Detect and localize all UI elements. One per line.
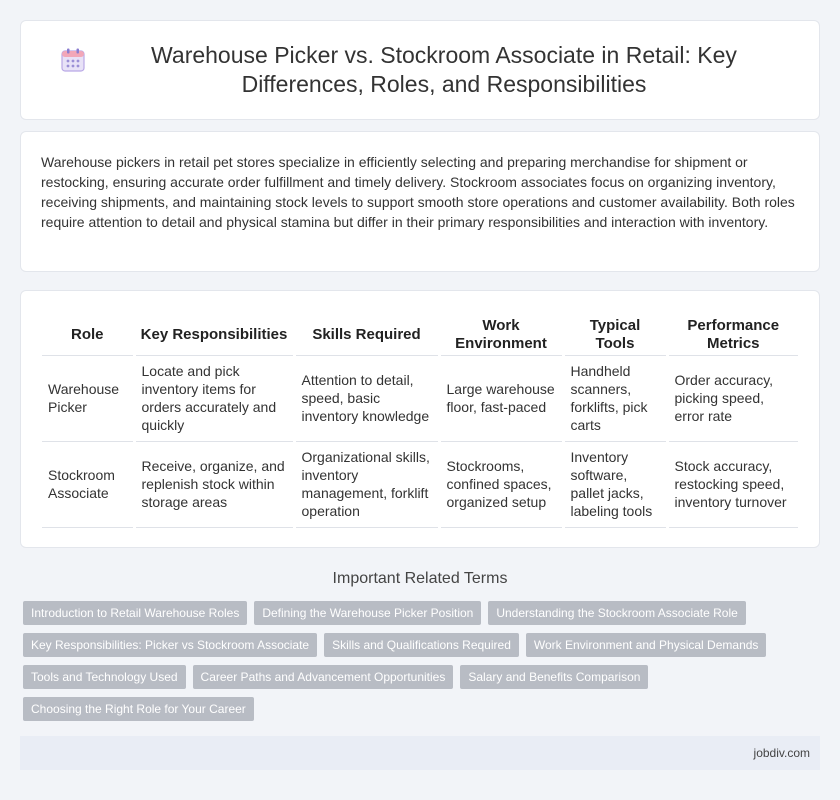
table-cell: Stockrooms, confined spaces, organized setup: [439, 441, 563, 527]
table-row: [42, 355, 798, 441]
table-cell: Handheld scanners, forklifts, pick carts: [563, 355, 667, 441]
header-key-responsibilities: Key Responsibilities: [134, 315, 294, 355]
title-wrap: [60, 41, 780, 99]
footer-site-link[interactable]: jobdiv.com: [753, 746, 810, 760]
page-title: Warehouse Picker vs. Stockroom Associate in Retail: Key Differences, Roles, and Responsibilities: [151, 42, 737, 97]
related-terms-heading: Important Related Terms: [332, 570, 508, 587]
related-term-tag[interactable]: Work Environment and Physical Demands: [526, 633, 767, 657]
header-role: Role: [42, 315, 134, 355]
table-cell: Warehouse Picker: [42, 355, 134, 441]
related-term-tag[interactable]: Key Responsibilities: Picker vs Stockroom Associate: [23, 633, 317, 657]
header-work-environment: Work Environment: [439, 315, 563, 355]
comparison-table: [42, 315, 798, 528]
table-cell: Receive, organize, and replenish stock within storage areas: [134, 441, 294, 527]
table-row: [42, 441, 798, 527]
related-term-tag[interactable]: Introduction to Retail Warehouse Roles: [23, 601, 247, 625]
table-cell: Large warehouse floor, fast-paced: [439, 355, 563, 441]
table-cell: Stockroom Associate: [42, 441, 134, 527]
related-terms-list: [23, 601, 823, 729]
summary-card: [20, 131, 820, 272]
table-cell: Organizational skills, inventory management, forklift operation: [294, 441, 439, 527]
related-term-tag[interactable]: Salary and Benefits Comparison: [460, 665, 648, 689]
footer: [20, 736, 820, 770]
table-cell: Stock accuracy, restocking speed, inventory turnover: [667, 441, 798, 527]
table-cell: Attention to detail, speed, basic inventory knowledge: [294, 355, 439, 441]
calendar-icon: [60, 47, 86, 73]
related-term-tag[interactable]: Skills and Qualifications Required: [324, 633, 519, 657]
related-term-tag[interactable]: Career Paths and Advancement Opportunities: [193, 665, 454, 689]
title-card: [20, 20, 820, 120]
header-typical-tools: Typical Tools: [563, 315, 667, 355]
related-term-tag[interactable]: Defining the Warehouse Picker Position: [254, 601, 481, 625]
related-term-tag[interactable]: Tools and Technology Used: [23, 665, 186, 689]
related-term-tag[interactable]: Understanding the Stockroom Associate Role: [488, 601, 745, 625]
table-cell: Locate and pick inventory items for orders accurately and quickly: [134, 355, 294, 441]
table-cell: Inventory software, pallet jacks, labeling tools: [563, 441, 667, 527]
table-header-row: [42, 315, 798, 355]
header-performance-metrics: Performance Metrics: [667, 315, 798, 355]
summary-text: Warehouse pickers in retail pet stores specialize in efficiently selecting and preparing merchandise for shipment or restocking, ensuring accurate order fulfillment and timely delivery. Stockroom associates focus on organizing inventory, receiving shipments, and maintaining stock levels to support smooth store operations and customer availability. Both roles require attention to detail and physical stamina but differ in their primary responsibilities and interaction with inventory.: [41, 154, 795, 230]
comparison-table-card: [20, 290, 820, 548]
header-skills-required: Skills Required: [294, 315, 439, 355]
related-term-tag[interactable]: Choosing the Right Role for Your Career: [23, 697, 254, 721]
table-cell: Order accuracy, picking speed, error rate: [667, 355, 798, 441]
